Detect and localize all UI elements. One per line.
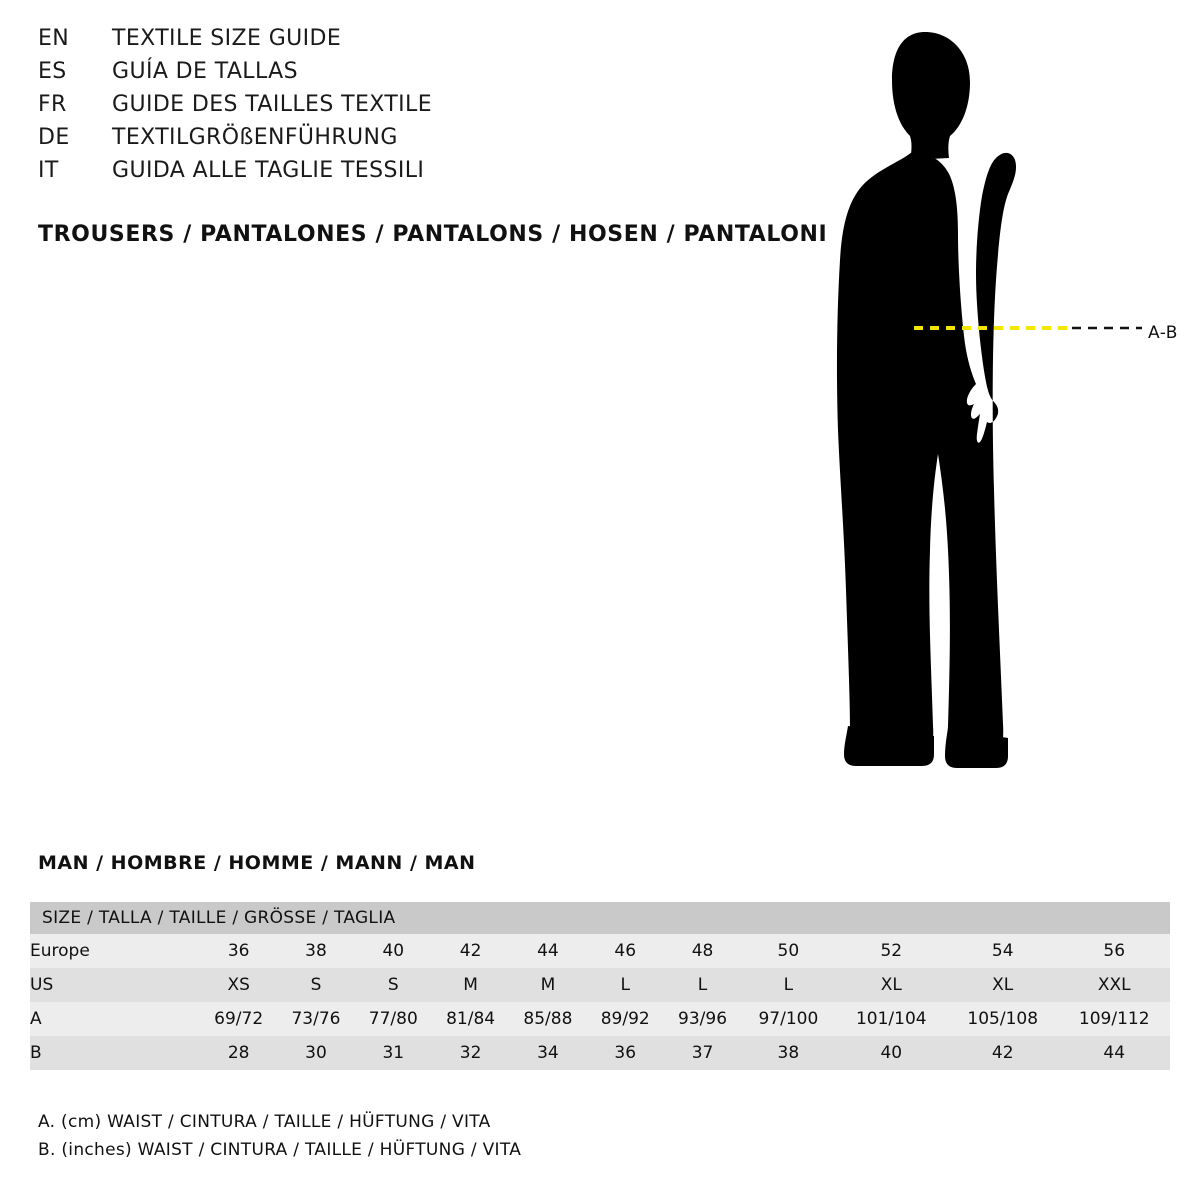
table-section-title: MAN / HOMBRE / HOMME / MANN / MAN bbox=[38, 852, 476, 874]
table-row bbox=[30, 968, 1170, 1002]
language-code: FR bbox=[38, 92, 67, 117]
cell-a-4: 85/88 bbox=[509, 1002, 586, 1036]
cell-us-4: M bbox=[509, 968, 586, 1002]
table-header-row bbox=[30, 902, 1170, 934]
cell-a-3: 81/84 bbox=[432, 1002, 509, 1036]
note-line-a: A. (cm) WAIST / CINTURA / TAILLE / HÜFTUNG / VITA bbox=[38, 1112, 491, 1132]
note-line-b: B. (inches) WAIST / CINTURA / TAILLE / HÜFTUNG / VITA bbox=[38, 1140, 522, 1160]
language-text: TEXTILGRÖßENFÜHRUNG bbox=[112, 125, 398, 150]
cell-b-7: 38 bbox=[741, 1036, 835, 1070]
language-text: GUIDE DES TAILLES TEXTILE bbox=[112, 92, 433, 117]
table-row bbox=[30, 934, 1170, 968]
language-title-block bbox=[38, 26, 818, 191]
language-text: GUIDA ALLE TAGLIE TESSILI bbox=[112, 158, 425, 183]
cell-b-1: 30 bbox=[277, 1036, 354, 1070]
figure-illustration bbox=[800, 10, 1200, 800]
cell-b-0: 28 bbox=[200, 1036, 277, 1070]
cell-a-6: 93/96 bbox=[664, 1002, 741, 1036]
table-row bbox=[30, 1036, 1170, 1070]
cell-us-7: L bbox=[741, 968, 835, 1002]
cell-us-8: XL bbox=[836, 968, 947, 1002]
cell-us-10: XXL bbox=[1058, 968, 1170, 1002]
cell-a-1: 73/76 bbox=[277, 1002, 354, 1036]
cell-europe-9: 54 bbox=[947, 934, 1058, 968]
measure-label-ab: A-B bbox=[1148, 323, 1178, 343]
language-text: GUÍA DE TALLAS bbox=[112, 59, 298, 84]
cell-b-4: 34 bbox=[509, 1036, 586, 1070]
cell-a-8: 101/104 bbox=[836, 1002, 947, 1036]
language-row bbox=[38, 158, 818, 191]
language-code: IT bbox=[38, 158, 59, 183]
cell-europe-3: 42 bbox=[432, 934, 509, 968]
language-code: DE bbox=[38, 125, 70, 150]
cell-europe-8: 52 bbox=[836, 934, 947, 968]
cell-a-0: 69/72 bbox=[200, 1002, 277, 1036]
cell-a-9: 105/108 bbox=[947, 1002, 1058, 1036]
size-table bbox=[30, 902, 1170, 1070]
cell-europe-4: 44 bbox=[509, 934, 586, 968]
cell-b-5: 36 bbox=[587, 1036, 664, 1070]
cell-a-7: 97/100 bbox=[741, 1002, 835, 1036]
measurement-notes bbox=[38, 1108, 521, 1164]
cell-b-3: 32 bbox=[432, 1036, 509, 1070]
language-code: EN bbox=[38, 26, 70, 51]
cell-us-6: L bbox=[664, 968, 741, 1002]
man-silhouette-icon bbox=[800, 10, 1200, 800]
table-header-label: SIZE / TALLA / TAILLE / GRÖSSE / TAGLIA bbox=[30, 902, 1170, 934]
cell-a-5: 89/92 bbox=[587, 1002, 664, 1036]
cell-b-9: 42 bbox=[947, 1036, 1058, 1070]
language-row bbox=[38, 59, 818, 92]
cell-us-1: S bbox=[277, 968, 354, 1002]
cell-b-2: 31 bbox=[355, 1036, 432, 1070]
language-row bbox=[38, 92, 818, 125]
language-row bbox=[38, 26, 818, 59]
cell-europe-0: 36 bbox=[200, 934, 277, 968]
cell-europe-2: 40 bbox=[355, 934, 432, 968]
language-text: TEXTILE SIZE GUIDE bbox=[112, 26, 342, 51]
row-label-b: B bbox=[30, 1036, 200, 1070]
row-label-a: A bbox=[30, 1002, 200, 1036]
cell-us-5: L bbox=[587, 968, 664, 1002]
cell-europe-5: 46 bbox=[587, 934, 664, 968]
cell-b-6: 37 bbox=[664, 1036, 741, 1070]
cell-us-9: XL bbox=[947, 968, 1058, 1002]
cell-europe-7: 50 bbox=[741, 934, 835, 968]
cell-europe-6: 48 bbox=[664, 934, 741, 968]
garment-type-title: TROUSERS / PANTALONES / PANTALONS / HOSEN / PANTALONI bbox=[38, 222, 828, 247]
cell-us-3: M bbox=[432, 968, 509, 1002]
cell-b-8: 40 bbox=[836, 1036, 947, 1070]
cell-a-10: 109/112 bbox=[1058, 1002, 1170, 1036]
row-label-us: US bbox=[30, 968, 200, 1002]
cell-europe-10: 56 bbox=[1058, 934, 1170, 968]
table-row bbox=[30, 1002, 1170, 1036]
language-row bbox=[38, 125, 818, 158]
language-code: ES bbox=[38, 59, 67, 84]
row-label-europe: Europe bbox=[30, 934, 200, 968]
cell-europe-1: 38 bbox=[277, 934, 354, 968]
cell-us-2: S bbox=[355, 968, 432, 1002]
cell-us-0: XS bbox=[200, 968, 277, 1002]
cell-a-2: 77/80 bbox=[355, 1002, 432, 1036]
cell-b-10: 44 bbox=[1058, 1036, 1170, 1070]
